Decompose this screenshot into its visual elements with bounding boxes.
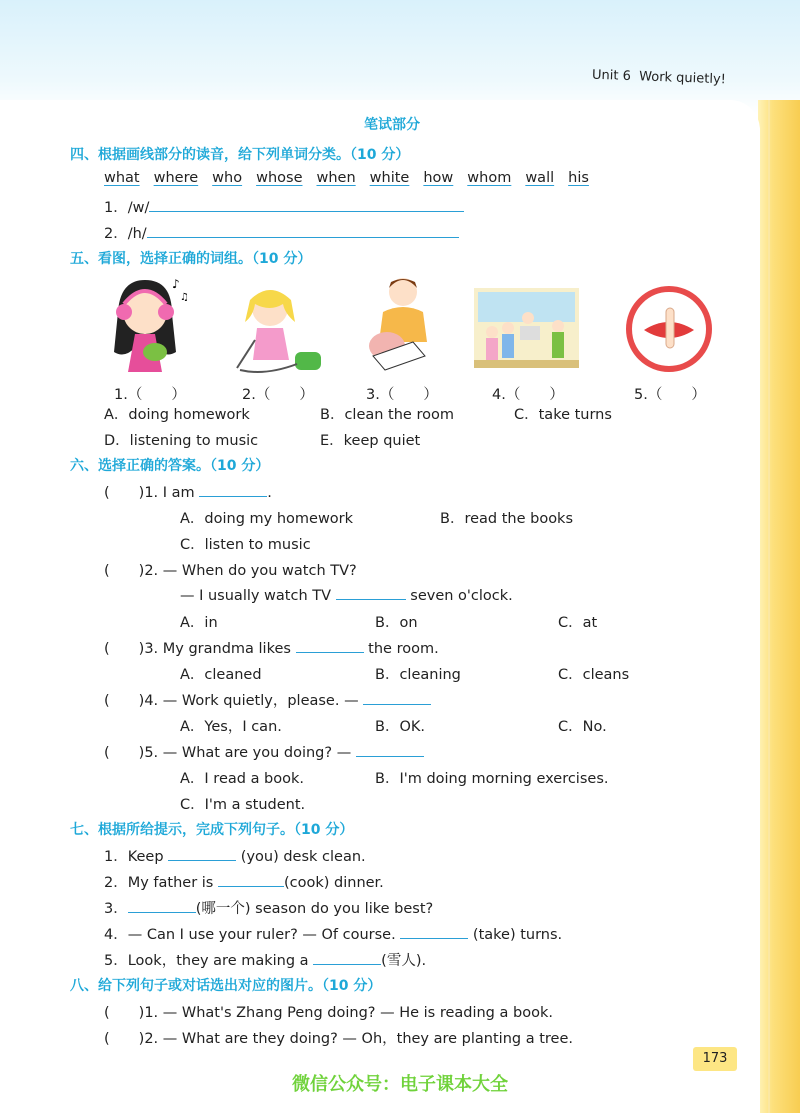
q4-option-b: B．OK. [375, 719, 425, 735]
children-taking-turns-picture [474, 288, 579, 368]
answer-blank[interactable] [356, 742, 424, 757]
section-8-title: 八、给下列句子或对话选出对应的图片。（10 分） [70, 978, 382, 994]
answer-row-w [104, 196, 464, 217]
sentence-2 [104, 871, 384, 892]
section-6-title: 六、选择正确的答案。（10 分） [70, 458, 270, 474]
row-label: 2．/h/ [104, 226, 147, 242]
question-number[interactable]: ( )4. [104, 693, 159, 709]
sentence-5 [104, 949, 426, 970]
sentence-text: 3． [104, 901, 128, 917]
page-edge-decoration [758, 100, 800, 1113]
question-text: — Work quietly，please. — [162, 693, 359, 709]
question-number[interactable]: ( )5. [104, 745, 159, 761]
word: his [568, 170, 589, 186]
top-band [0, 0, 800, 115]
picture-match-2[interactable]: ( )2. — What are they doing? — Oh，they are planting a tree. [104, 1031, 573, 1047]
sentence-hint: (you) desk clean. [240, 849, 366, 865]
q2-option-a: A．in [180, 615, 218, 631]
unit-label: Unit 6 [591, 67, 632, 85]
section-heading: 笔试部分 [364, 117, 420, 133]
answer-blank[interactable] [296, 638, 364, 653]
svg-text:♫: ♫ [180, 292, 189, 303]
word: white [369, 170, 410, 186]
sentence-text: 4．— Can I use your ruler? — Of course. [104, 927, 396, 943]
sentence-3 [104, 897, 433, 918]
question-text: — When do you watch TV? [162, 563, 357, 579]
answer-blank[interactable] [149, 197, 464, 212]
q4-option-a: A．Yes，I can. [180, 719, 282, 735]
q4-option-c: C．No. [558, 719, 607, 735]
q5-option-c: C．I'm a student. [180, 797, 306, 813]
boy-doing-homework-picture [365, 272, 445, 372]
q2-option-b: B．on [375, 615, 418, 631]
answer-blank[interactable] [218, 872, 284, 887]
section-4-title: 四、根据画线部分的读音，给下列单词分类。（10 分） [70, 147, 410, 163]
answer-blank[interactable] [313, 950, 381, 965]
word: when [316, 170, 356, 186]
keep-quiet-sign-picture [624, 284, 714, 374]
unit-title: Work quietly! [638, 69, 727, 88]
section-7-title: 七、根据所给提示，完成下列句子。（10 分） [70, 822, 354, 838]
question-end: seven o'clock. [410, 588, 513, 604]
picture-answer-2[interactable]: 2.（ ） [242, 387, 314, 403]
picture-match-1[interactable]: ( )1. — What's Zhang Peng doing? — He is reading a book. [104, 1005, 553, 1021]
question-text: — What are you doing? — [162, 745, 352, 761]
question-end: the room. [368, 641, 439, 657]
answer-blank[interactable] [336, 585, 406, 600]
sentence-text: 2．My father is [104, 875, 214, 891]
q5-option-a: A．I read a book. [180, 771, 305, 787]
answer-blank[interactable] [199, 482, 267, 497]
answer-blank[interactable] [400, 924, 468, 939]
girl-with-headphones-picture [100, 272, 190, 380]
girl-vacuuming-picture [225, 280, 325, 380]
answer-blank[interactable] [168, 846, 236, 861]
word: who [212, 170, 243, 186]
q1-option-b: B．read the books [440, 511, 574, 527]
sentence-hint: (雪人). [381, 953, 427, 969]
word: whose [256, 170, 303, 186]
q3-option-c: C．cleans [558, 667, 630, 683]
question-3 [104, 637, 439, 658]
sentence-hint: (cook) dinner. [283, 875, 384, 891]
question-number[interactable]: ( )1. [104, 485, 159, 501]
option-d: D．listening to music [104, 433, 259, 449]
sentence-1 [104, 845, 366, 866]
answer-blank[interactable] [363, 690, 431, 705]
question-text: I am [162, 485, 195, 501]
question-text: — I usually watch TV [180, 588, 332, 604]
sentence-text: 1．Keep [104, 849, 164, 865]
word: wall [525, 170, 555, 186]
row-label: 1．/w/ [104, 200, 150, 216]
option-e: E．keep quiet [320, 433, 421, 449]
q5-option-b: B．I'm doing morning exercises. [375, 771, 609, 787]
word: whom [467, 170, 512, 186]
q3-option-a: A．cleaned [180, 667, 262, 683]
word: where [153, 170, 199, 186]
question-text: My grandma likes [162, 641, 291, 657]
option-b: B．clean the room [320, 407, 454, 423]
question-1 [104, 481, 272, 502]
picture-answer-4[interactable]: 4.（ ） [492, 387, 564, 403]
picture-answer-5[interactable]: 5.（ ） [634, 387, 706, 403]
answer-blank[interactable] [147, 223, 459, 238]
question-end: . [267, 485, 272, 501]
sentence-hint: (哪一个) season do you like best? [195, 901, 434, 917]
answer-blank[interactable] [128, 898, 196, 913]
q1-option-a: A．doing my homework [180, 511, 354, 527]
sentence-text: 5．Look，they are making a [104, 953, 309, 969]
question-number[interactable]: ( )2. [104, 563, 159, 579]
page-number: 173 [693, 1047, 737, 1071]
question-5 [104, 741, 424, 762]
word: how [423, 170, 454, 186]
question-4 [104, 689, 431, 710]
sentence-hint: (take) turns. [472, 927, 563, 943]
word-list [104, 170, 603, 186]
question-number[interactable]: ( )3. [104, 641, 159, 657]
answer-row-h [104, 222, 459, 243]
footer-watermark: 微信公众号：电子课本大全 [292, 1074, 508, 1095]
sentence-4 [104, 923, 562, 944]
option-c: C．take turns [514, 407, 612, 423]
picture-answer-3[interactable]: 3.（ ） [366, 387, 438, 403]
section-5-title: 五、看图，选择正确的词组。（10 分） [70, 251, 312, 267]
word: what [104, 170, 140, 186]
q3-option-b: B．cleaning [375, 667, 461, 683]
question-2-line-2 [180, 585, 513, 604]
question-2 [104, 559, 357, 580]
q2-option-c: C．at [558, 615, 598, 631]
picture-answer-1[interactable]: 1.（ ） [114, 387, 186, 403]
svg-text:♪: ♪ [172, 277, 180, 291]
q1-option-c: C．listen to music [180, 537, 311, 553]
option-a: A．doing homework [104, 407, 250, 423]
